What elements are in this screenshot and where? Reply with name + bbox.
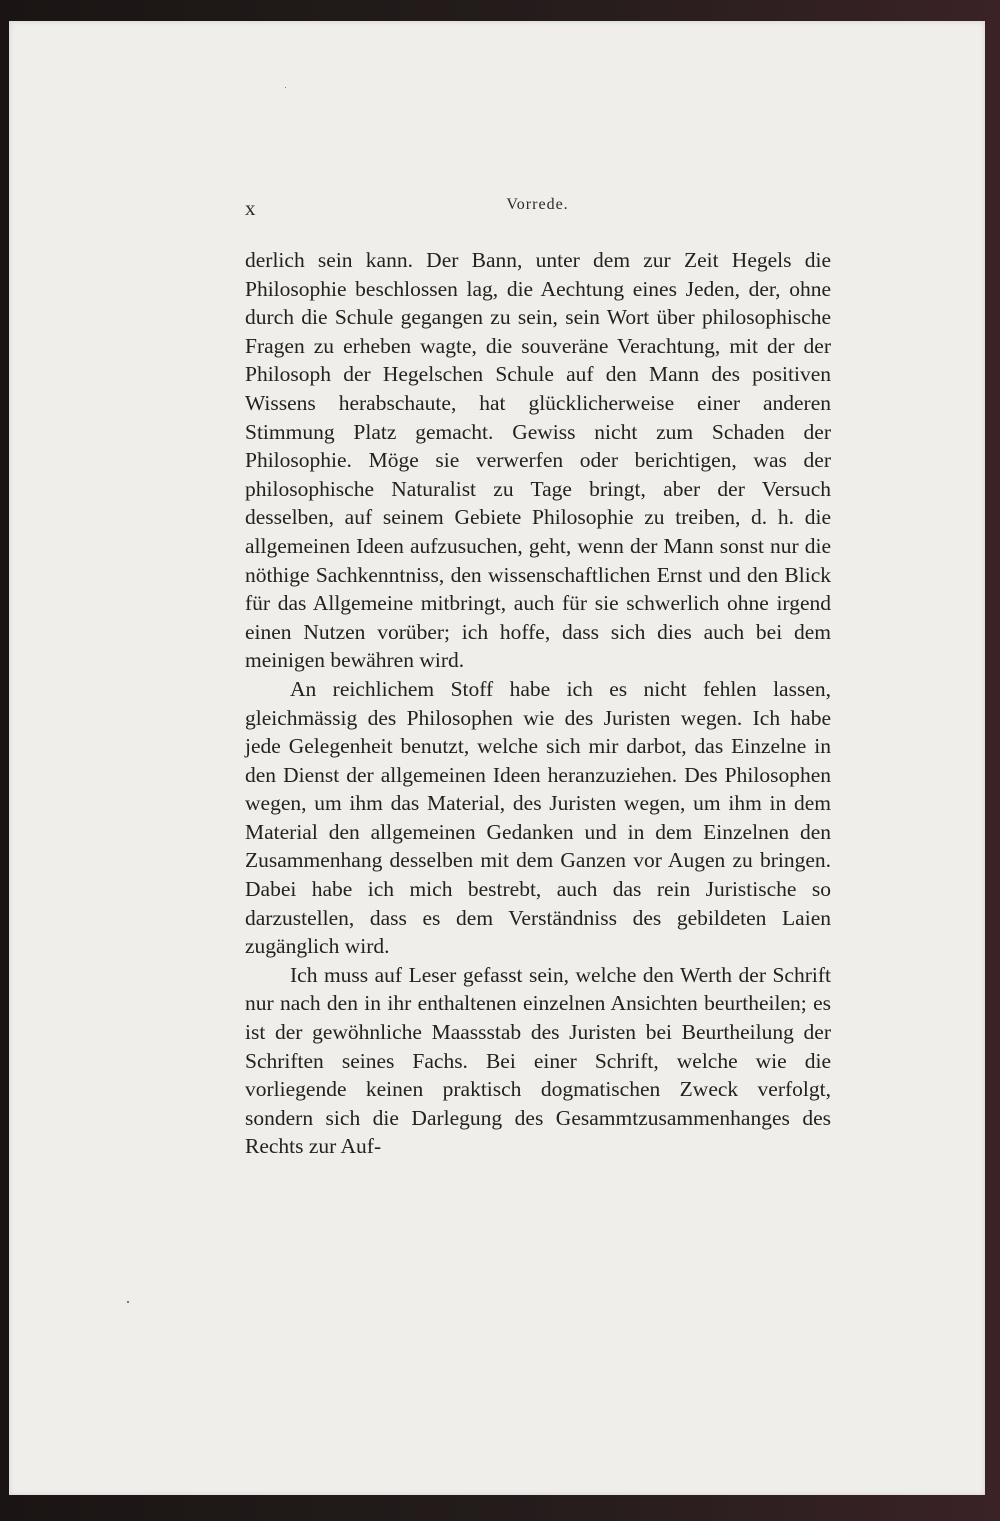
paragraph-3: Ich muss auf Leser gefasst sein, welche den Werth der Schrift nur nach den in ihr enthaltenen einzelnen Ansichten beurtheilen; es ist der gewöhnliche Maassstab des Juristen bei Beurtheilung der Schriften seines Fachs. Bei einer Schrift, welche wie die vorliegende keinen praktisch dogmatischen Zweck verfolgt, sondern sich die Darlegung des Gesammtzusammenhanges des Rechts zur Auf- <box>245 962 831 1159</box>
page-header <box>245 196 830 220</box>
paper-speck <box>127 1301 129 1303</box>
body-text <box>245 246 831 1161</box>
running-head: Vorrede. <box>506 196 569 213</box>
book-page <box>9 21 985 1495</box>
paper-speck <box>285 87 286 88</box>
page-number: x <box>245 196 257 220</box>
paragraph-1: derlich sein kann. Der Bann, unter dem zur Zeit Hegels die Philosophie beschlossen lag, die Aechtung eines Jeden, der, ohne durch die Schule gegangen zu sein, sein Wort über philosophische Fragen zu erheben wagte, die souveräne Verachtung, mit der der Philosoph der Hegelschen Schule auf den Mann des positiven Wissens herabschaute, hat glücklicherweise einer anderen Stimmung Platz gemacht. Gewiss nicht zum Schaden der Philosophie. Möge sie verwerfen oder berichtigen, was der philosophische Naturalist zu Tage bringt, aber der Versuch desselben, auf seinem Gebiete Philosophie zu treiben, d. h. die allgemeinen Ideen aufzusuchen, geht, wenn der Mann sonst nur die nöthige Sachkenntniss, den wissenschaftlichen Ernst und den Blick für das Allgemeine mitbringt, auch für sie schwerlich ohne irgend einen Nutzen vorüber; ich hoffe, dass sich dies auch bei dem meinigen bewähren wird. <box>245 248 831 673</box>
paragraph-2: An reichlichem Stoff habe ich es nicht fehlen lassen, gleichmässig des Philosophen wie des Juristen wegen. Ich habe jede Gelegenheit benutzt, welche sich mir darbot, das Einzelne in den Dienst der allgemeinen Ideen heranzuziehen. Des Philosophen wegen, um ihm das Material, des Juristen wegen, um ihm in dem Material den allgemeinen Gedanken und in dem Einzelnen den Zusammenhang desselben mit dem Ganzen vor Augen zu bringen. Dabei habe ich mich bestrebt, auch das rein Juristische so darzustellen, dass es dem Verständniss des gebildeten Laien zugänglich wird. <box>245 676 831 959</box>
